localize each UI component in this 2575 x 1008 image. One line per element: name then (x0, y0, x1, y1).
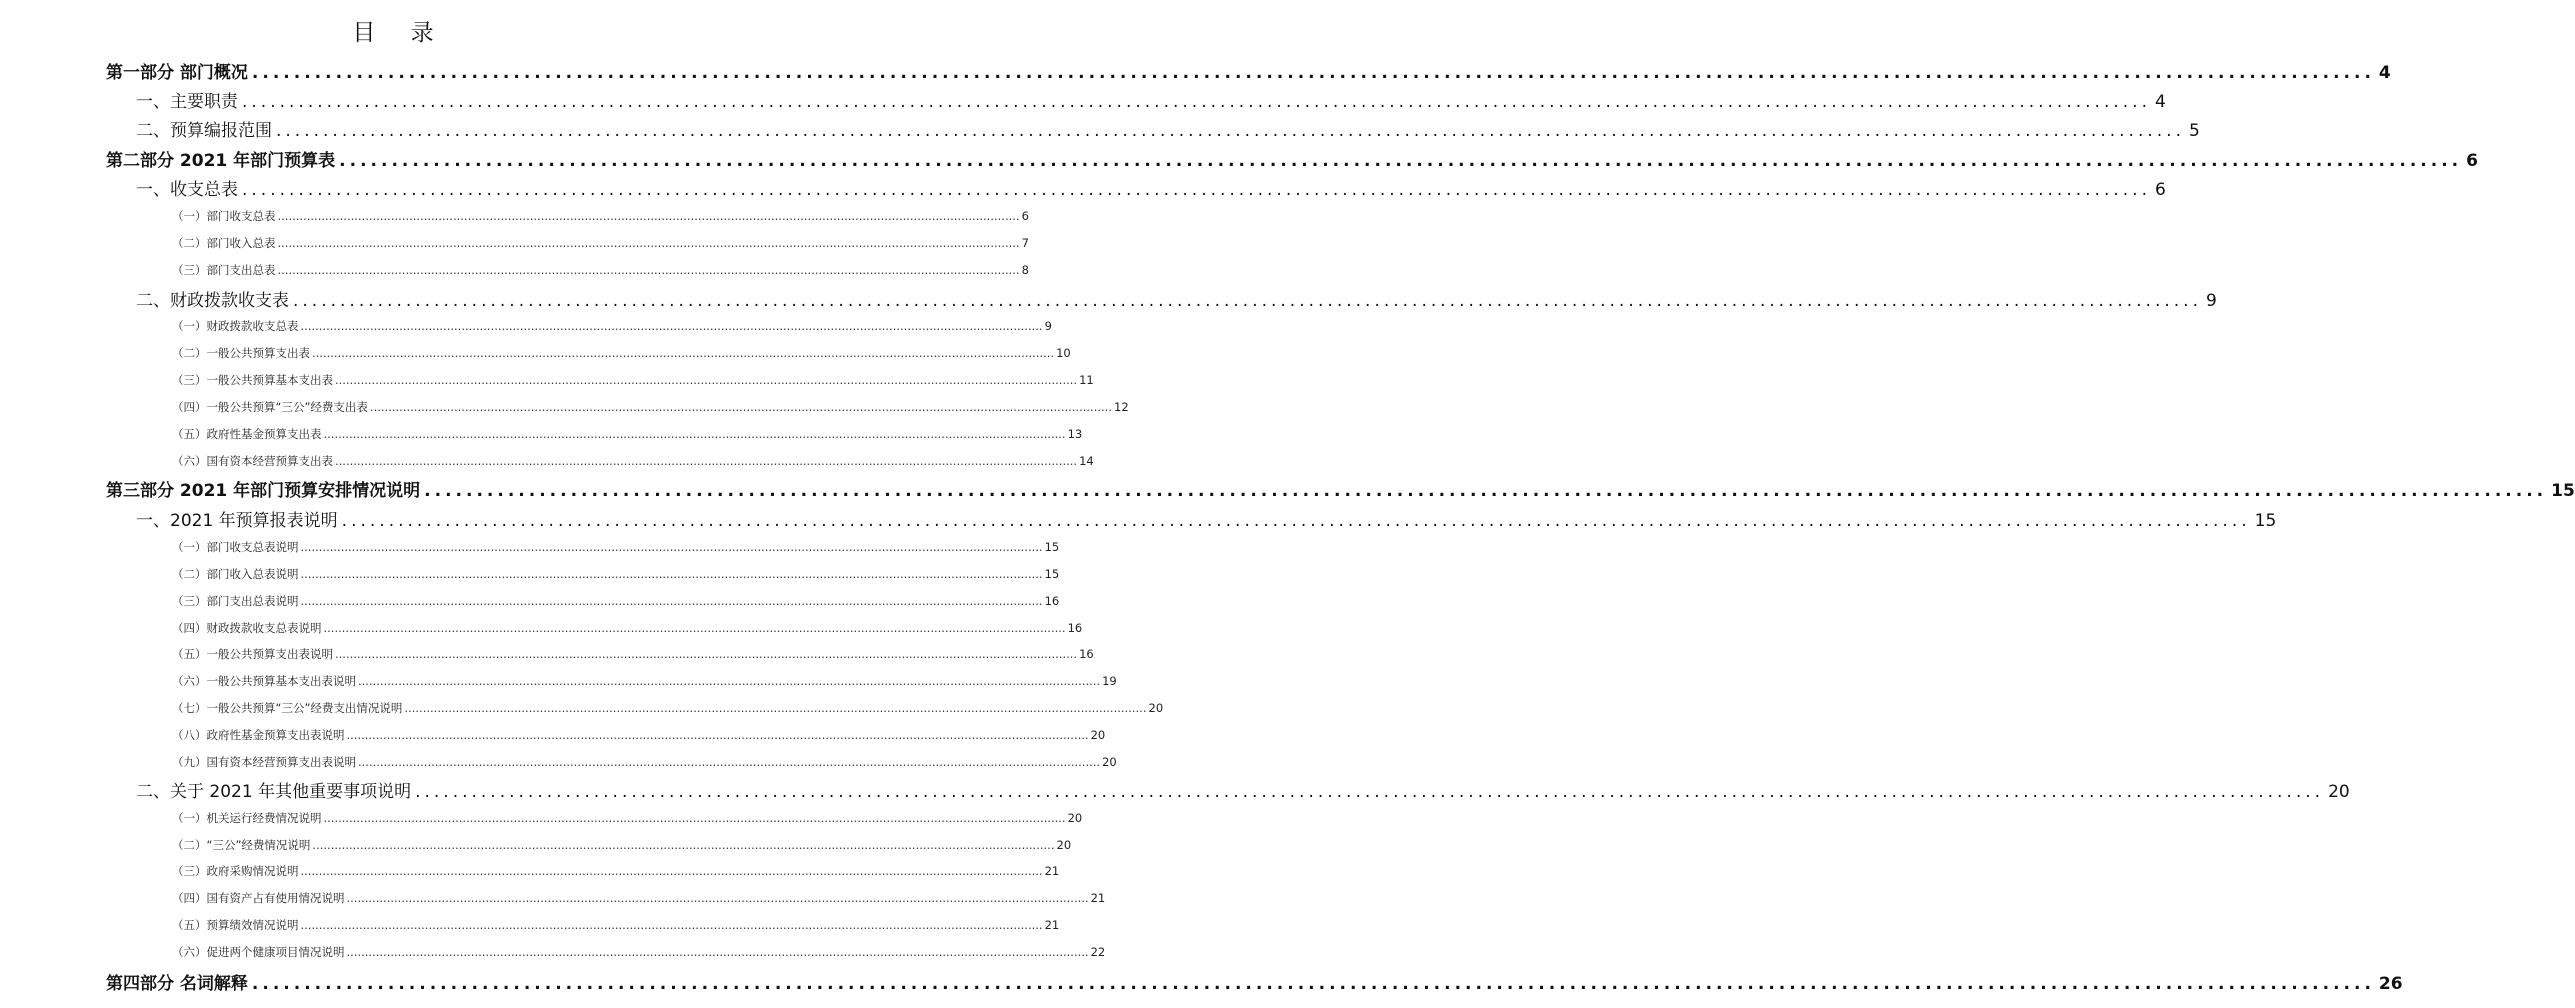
toc-entry[interactable] (172, 837, 1072, 853)
toc-entry[interactable] (172, 890, 1106, 906)
toc-entry-page-number: 7 (1021, 236, 1029, 250)
toc-entry-label: 一、收支总表 (136, 180, 238, 200)
page-title: 目 录 (352, 20, 448, 46)
toc-entry-page-number: 19 (1102, 674, 1117, 688)
toc-entry[interactable] (172, 453, 1094, 469)
toc-entry-label: 二、预算编报范围 (136, 121, 272, 141)
toc-entry-label: （一）部门收支总表说明 (172, 540, 299, 554)
toc-entry-label: （二）一般公共预算支出表 (172, 346, 310, 360)
toc-entry-page-number: 20 (1148, 701, 1164, 715)
toc-entry-page-number: 4 (2378, 63, 2391, 83)
toc-entry[interactable] (172, 539, 1060, 555)
toc-entry[interactable] (172, 566, 1060, 582)
toc-entry-page-number: 16 (1079, 647, 1094, 661)
toc-entry-page-number: 14 (1079, 454, 1094, 468)
toc-leader-dots: ........................................................................................................................................................................................................... (277, 209, 1020, 223)
toc-entry[interactable] (136, 506, 2277, 531)
toc-entry-label: 一、主要职责 (136, 92, 238, 112)
toc-entry-page-number: 6 (2154, 180, 2166, 200)
toc-entry-page-number: 15 (1044, 567, 1060, 581)
toc-leader-dots: ........................................................................................................................................................................................................... (300, 918, 1043, 932)
toc-entry[interactable] (106, 969, 2403, 994)
toc-entry-page-number: 26 (2378, 974, 2403, 994)
toc-entry-label: （七）一般公共预算“三公”经费支出情况说明 (172, 701, 403, 715)
toc-leader-dots: ........................................................................................................................................................................................................... (346, 945, 1089, 959)
toc-entry[interactable] (106, 476, 2575, 501)
toc-entry-label: （三）部门支出总表说明 (172, 594, 299, 608)
toc-leader-dots: ........................................................................................................................................................................................................... (335, 373, 1078, 387)
toc-entry[interactable] (172, 593, 1060, 609)
toc-leader-dots: ........................................................................................................................................................................................................... (369, 400, 1112, 414)
toc-leader-dots: ........................................................................................................................................................................................................... (346, 728, 1089, 742)
toc-leader-dots: ........................................................................................................................................................................................................... (404, 701, 1147, 715)
toc-leader-dots: ........................................................................................................................................................................................................... (277, 236, 1020, 250)
toc-entry[interactable] (172, 754, 1117, 770)
toc-entry-label: （二）部门收入总表说明 (172, 567, 299, 581)
toc-leader-dots: ........................................................................................................................................................................................................... (251, 63, 2375, 83)
toc-entry-page-number: 21 (1090, 891, 1106, 905)
toc-entry-label: （一）机关运行经费情况说明 (172, 811, 322, 825)
toc-entry-label: 一、2021 年预算报表说明 (136, 511, 338, 531)
toc-entry-label: （一）财政拨款收支总表 (172, 319, 299, 333)
toc-entry-page-number: 6 (2466, 151, 2478, 171)
toc-entry-page-number: 20 (1102, 755, 1117, 769)
toc-entry-page-number: 15 (1044, 540, 1060, 554)
toc-leader-dots: ........................................................................................................................................................................................................... (300, 540, 1043, 554)
toc-entry-label: （五）政府性基金预算支出表 (172, 427, 322, 441)
toc-entry-page-number: 15 (2254, 511, 2277, 531)
toc-entry-page-number: 12 (1114, 400, 1129, 414)
toc-leader-dots: ........................................................................................................................................................................................................... (312, 838, 1055, 852)
toc-entry[interactable] (136, 286, 2217, 311)
toc-entry-page-number: 5 (2188, 121, 2200, 141)
toc-leader-dots: ........................................................................................................................................................................................................... (277, 263, 1020, 277)
toc-leader-dots: ........................................................................................................................................................................................................... (323, 811, 1066, 825)
toc-entry-page-number: 8 (1021, 263, 1029, 277)
toc-entry-label: 第二部分 2021 年部门预算表 (106, 151, 336, 171)
toc-leader-dots: ........................................................................................................................................................................................................... (335, 647, 1078, 661)
toc-leader-dots: ........................................................................................................................................................................................................... (323, 621, 1066, 635)
toc-leader-dots: ........................................................................................................................................................................................................... (300, 567, 1043, 581)
toc-entry-page-number: 20 (2328, 782, 2350, 802)
toc-entry-page-number: 9 (1044, 319, 1052, 333)
toc-entry-page-number: 21 (1044, 864, 1060, 878)
toc-leader-dots: ........................................................................................................................................................................................................... (242, 92, 2151, 112)
toc-entry-label: （六）一般公共预算基本支出表说明 (172, 674, 356, 688)
toc-entry-label: （一）部门收支总表 (172, 209, 276, 223)
toc-entry-label: （五）一般公共预算支出表说明 (172, 647, 333, 661)
toc-entry[interactable] (172, 235, 1029, 251)
toc-entry-page-number: 16 (1067, 621, 1083, 635)
toc-entry[interactable] (172, 208, 1029, 224)
toc-leader-dots: ........................................................................................................................................................................................................... (251, 974, 2375, 994)
toc-entry-page-number: 20 (1067, 811, 1083, 825)
toc-entry-label: 第四部分 名词解释 (106, 974, 248, 994)
toc-entry[interactable] (172, 944, 1106, 960)
toc-entry[interactable] (172, 620, 1083, 636)
toc-entry-label: （三）一般公共预算基本支出表 (172, 373, 333, 387)
toc-leader-dots: ........................................................................................................................................................................................................... (415, 782, 2325, 802)
toc-entry-page-number: 20 (1056, 838, 1072, 852)
toc-entry[interactable] (172, 917, 1060, 933)
toc-entry[interactable] (172, 262, 1029, 278)
toc-entry-label: （四）财政拨款收支总表说明 (172, 621, 322, 635)
toc-entry[interactable] (172, 345, 1071, 361)
toc-entry-label: （三）政府采购情况说明 (172, 864, 299, 878)
toc-entry-label: 二、财政拨款收支表 (136, 291, 289, 311)
toc-leader-dots: ........................................................................................................................................................................................................... (358, 674, 1101, 688)
toc-leader-dots: ........................................................................................................................................................................................................... (242, 180, 2151, 200)
toc-entry-page-number: 21 (1044, 918, 1060, 932)
toc-entry-label: （九）国有资本经营预算支出表说明 (172, 755, 356, 769)
toc-leader-dots: ........................................................................................................................................................................................................... (424, 481, 2548, 501)
toc-leader-dots: ........................................................................................................................................................................................................... (341, 511, 2251, 531)
toc-entry[interactable] (172, 810, 1083, 826)
toc-entry-label: 第一部分 部门概况 (106, 63, 248, 83)
toc-entry-page-number: 6 (1021, 209, 1029, 223)
toc-entry[interactable] (106, 58, 2391, 83)
toc-entry-page-number: 16 (1044, 594, 1060, 608)
toc-entry-label: （五）预算绩效情况说明 (172, 918, 299, 932)
toc-entry-label: （二）“三公”经费情况说明 (172, 838, 311, 852)
toc-entry[interactable] (136, 777, 2350, 802)
toc-entry[interactable] (172, 863, 1060, 879)
toc-entry-label: （八）政府性基金预算支出表说明 (172, 728, 345, 742)
toc-leader-dots: ........................................................................................................................................................................................................... (312, 346, 1055, 360)
toc-entry-page-number: 15 (2551, 481, 2575, 501)
toc-entry[interactable] (172, 673, 1117, 689)
toc-leader-dots: ........................................................................................................................................................................................................... (300, 319, 1043, 333)
toc-entry-page-number: 22 (1090, 945, 1106, 959)
toc-entry-page-number: 4 (2154, 92, 2166, 112)
toc-leader-dots: ........................................................................................................................................................................................................... (339, 151, 2463, 171)
toc-leader-dots: ........................................................................................................................................................................................................... (276, 121, 2185, 141)
toc-leader-dots: ........................................................................................................................................................................................................... (323, 427, 1066, 441)
toc-entry[interactable] (172, 646, 1094, 662)
toc-entry-label: 第三部分 2021 年部门预算安排情况说明 (106, 481, 421, 501)
toc-leader-dots: ........................................................................................................................................................................................................... (335, 454, 1078, 468)
toc-entry[interactable] (172, 426, 1083, 442)
toc-entry[interactable] (172, 318, 1052, 334)
toc-leader-dots: ........................................................................................................................................................................................................... (358, 755, 1101, 769)
toc-entry[interactable] (106, 146, 2478, 171)
toc-entry-page-number: 10 (1056, 346, 1071, 360)
toc-entry[interactable] (136, 175, 2166, 200)
toc-leader-dots: ........................................................................................................................................................................................................... (300, 864, 1043, 878)
toc-entry-page-number: 11 (1079, 373, 1094, 387)
toc-entry-label: （四）一般公共预算“三公”经费支出表 (172, 400, 368, 414)
toc-entry-page-number: 13 (1067, 427, 1083, 441)
toc-leader-dots: ........................................................................................................................................................................................................... (300, 594, 1043, 608)
toc-entry[interactable] (172, 399, 1129, 415)
toc-entry-label: （六）促进两个健康项目情况说明 (172, 945, 345, 959)
toc-entry-label: （三）部门支出总表 (172, 263, 276, 277)
toc-leader-dots: ........................................................................................................................................................................................................... (346, 891, 1089, 905)
toc-entry[interactable] (172, 372, 1094, 388)
toc-entry[interactable] (136, 116, 2200, 141)
toc-entry-label: （六）国有资本经营预算支出表 (172, 454, 333, 468)
toc-leader-dots: ........................................................................................................................................................................................................... (293, 291, 2202, 311)
toc-entry-page-number: 9 (2205, 291, 2217, 311)
toc-entry-page-number: 20 (1090, 728, 1106, 742)
toc-entry[interactable] (136, 87, 2166, 112)
toc-entry-label: （四）国有资产占有使用情况说明 (172, 891, 345, 905)
toc-entry-label: （二）部门收入总表 (172, 236, 276, 250)
toc-entry[interactable] (172, 727, 1106, 743)
toc-entry[interactable] (172, 700, 1164, 716)
toc-entry-label: 二、关于 2021 年其他重要事项说明 (136, 782, 412, 802)
